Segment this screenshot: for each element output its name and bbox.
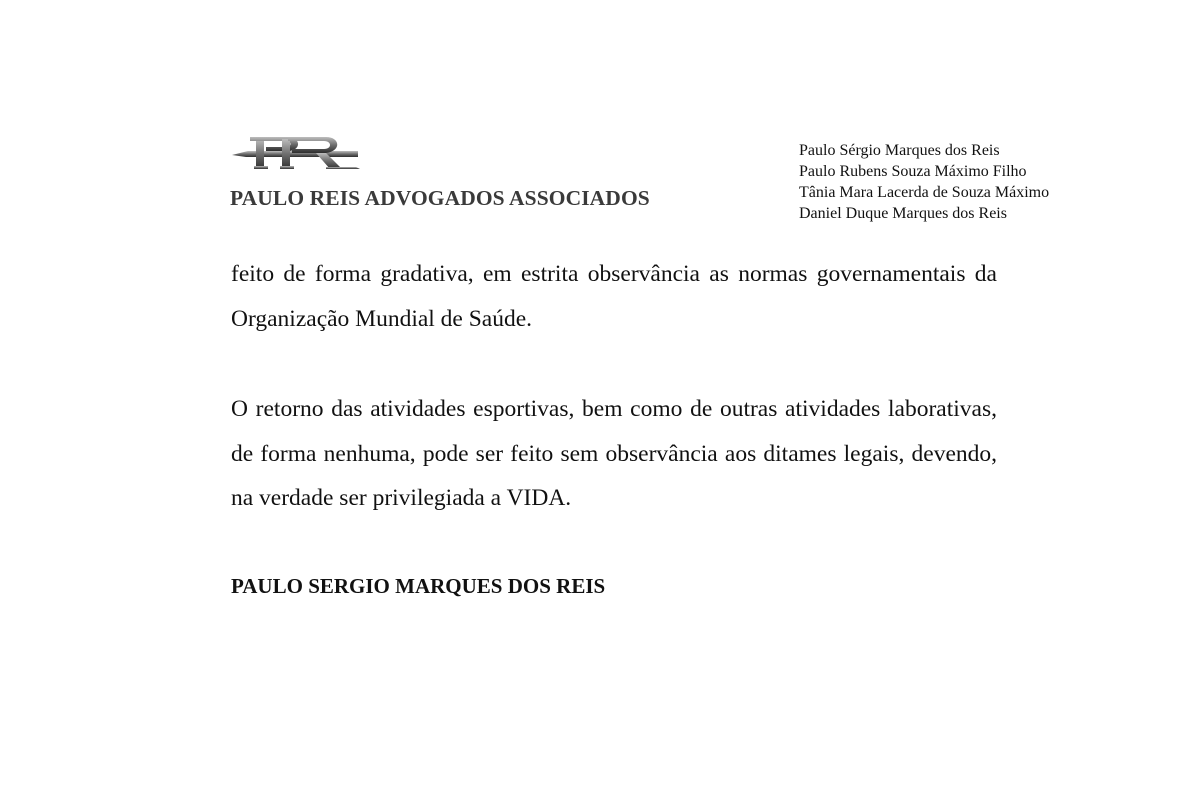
signature-name: PAULO SERGIO MARQUES DOS REIS bbox=[231, 574, 606, 598]
partner-name: Daniel Duque Marques dos Reis bbox=[799, 205, 1007, 222]
body-paragraph: O retorno das atividades esportivas, bem como de outras atividades laborativas, de forma nenhuma, pode ser feito sem observância aos ditames legais, devendo, na verdade ser privilegiada a VIDA. bbox=[231, 396, 997, 511]
firm-logo bbox=[230, 133, 362, 171]
partner-name: Paulo Sérgio Marques dos Reis bbox=[799, 142, 1000, 159]
partner-name: Paulo Rubens Souza Máximo Filho bbox=[799, 163, 1027, 180]
body-paragraph: feito de forma gradativa, em estrita observância as normas governamentais da Organização Mundial de Saúde. bbox=[231, 261, 997, 332]
partner-name: Tânia Mara Lacerda de Souza Máximo bbox=[799, 184, 1050, 201]
partners-list bbox=[799, 140, 1049, 224]
firm-name: PAULO REIS ADVOGADOS ASSOCIADOS bbox=[230, 186, 650, 210]
